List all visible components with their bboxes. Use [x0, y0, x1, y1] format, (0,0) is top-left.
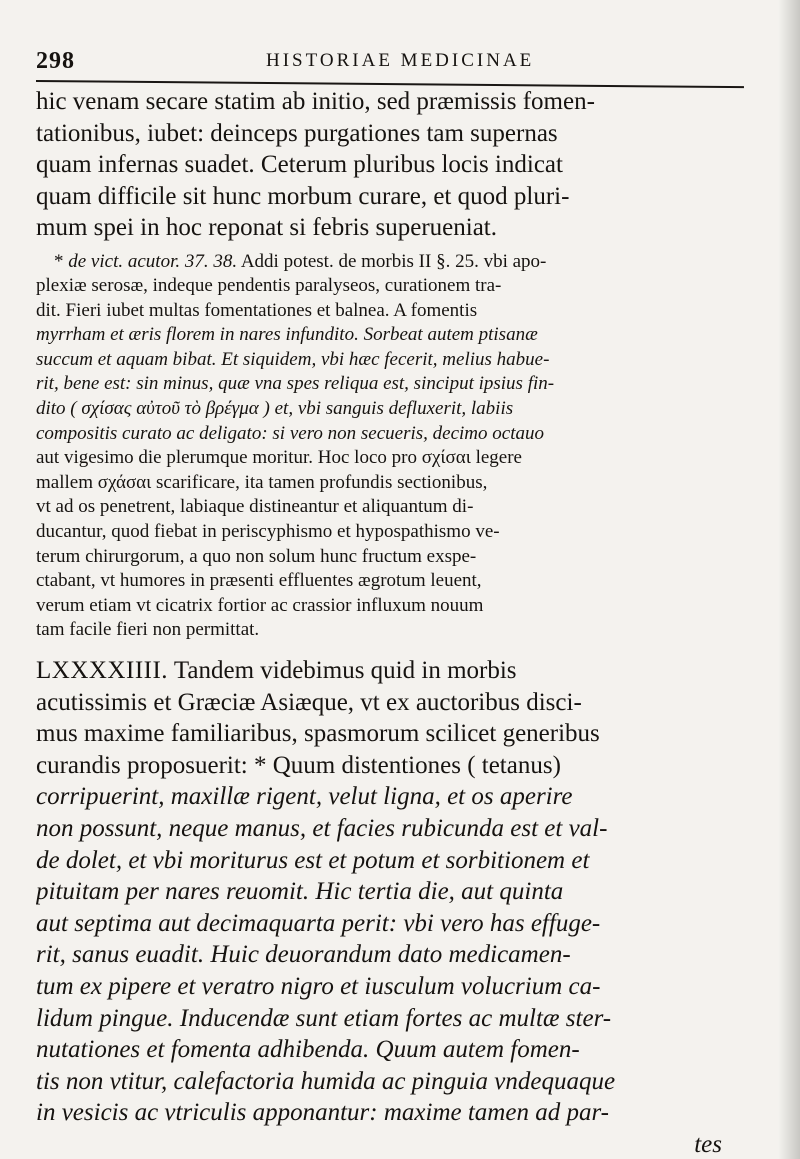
page-edge-shadow: [778, 0, 800, 1159]
footnote-line: myrrham et æris florem in nares infundito. Sorbeat autem ptisanæ: [36, 324, 538, 346]
footnote-line: verum etiam vt cicatrix fortior ac crassior influxum nouum: [36, 594, 484, 616]
footnote-line: compositis curato ac deligato: si vero non secueris, decimo octauo: [36, 422, 544, 444]
body-text: [36, 86, 766, 1159]
italic-quote-line: nutationes et fomenta adhibenda. Quum autem fomen-: [36, 1036, 580, 1064]
footnote-marker: *: [54, 250, 64, 272]
paragraph-continuation: [36, 86, 766, 244]
italic-quote-line: rit, sanus euadit. Huic deuorandum dato medicamen-: [36, 941, 571, 969]
text-line: quam difficile sit hunc morbum curare, et quod pluri-: [36, 182, 570, 210]
footnote-reference: de vict. acutor. 37. 38.: [68, 250, 238, 272]
footnote-line: ducantur, quod fiebat in periscyphismo et hypospathismo ve-: [36, 521, 500, 543]
footnote-line: tam facile fieri non permittat.: [36, 619, 260, 641]
text-line: hic venam secare statim ab initio, sed præmissis fomen-: [36, 88, 595, 115]
paragraph-section: [36, 655, 766, 1159]
footnote-line: dit. Fieri iubet multas fomentationes et balnea. A fomentis: [36, 299, 478, 321]
footnote: [36, 250, 766, 644]
catchword: tes: [694, 1130, 722, 1158]
italic-quote-line: corripuerint, maxillæ rigent, velut ligna, et os aperire: [36, 783, 573, 811]
footnote-line: dito ( σχίσας αὐτοῦ τὸ βρέγμα ) et, vbi sanguis defluxerit, labiis: [36, 398, 514, 420]
italic-quote-line: lidum pingue. Inducendæ sunt etiam fortes ac multæ ster-: [36, 1004, 612, 1032]
section-first-line: [36, 655, 766, 687]
italic-quote-line: tis non vtitur, calefactoria humida ac pinguia vndequaque: [36, 1067, 616, 1095]
footnote-line: succum et aquam bibat. Et siquidem, vbi hæc fecerit, melius habue-: [36, 348, 550, 370]
text-line: quam infernas suadet. Ceterum pluribus locis indicat: [36, 151, 563, 178]
page-number: 298: [36, 48, 75, 74]
page-header: [36, 48, 736, 76]
text-line: mus maxime familiaribus, spasmorum scilicet generibus: [36, 720, 600, 748]
text-line: mum spei in hoc reponat si febris superueniat.: [36, 214, 497, 241]
text-line: curandis proposuerit: * Quum distentiones ( tetanus): [36, 751, 561, 779]
text-line: acutissimis et Græciæ Asiæque, vt ex auctoribus disci-: [36, 688, 582, 716]
italic-quote-line: tum ex pipere et veratro nigro et iusculum volucrium ca-: [36, 972, 601, 1000]
footnote-line: rit, bene est: sin minus, quæ vna spes reliqua est, sinciput ipsius fin-: [36, 373, 555, 395]
italic-quote-line: aut septima aut decimaquarta perit: vbi vero has effuge-: [36, 909, 601, 937]
italic-quote-line: de dolet, et vbi moriturus est et potum et sorbitionem et: [36, 846, 590, 874]
italic-quote-line: non possunt, neque manus, et facies rubicunda est et val-: [36, 814, 608, 842]
footnote-first-line: [36, 250, 766, 275]
footnote-line: ctabant, vt humores in præsenti effluentes ægrotum leuent,: [36, 570, 482, 592]
footnote-line: mallem σχάσαι scarificare, ita tamen profundis sectionibus,: [36, 471, 488, 493]
italic-quote-line: in vesicis ac vtriculis apponantur: maxime tamen ad par-: [36, 1099, 610, 1127]
footnote-line: terum chirurgorum, a quo non solum hunc fructum exspe-: [36, 545, 477, 567]
footnote-line: vt ad os penetrent, labiaque distineantur et aliquantum di-: [36, 496, 474, 518]
running-title: HISTORIAE MEDICINAE: [266, 50, 535, 71]
footnote-line: plexiæ serosæ, indeque pendentis paralyseos, curationem tra-: [36, 275, 502, 297]
text-line: tationibus, iubet: deinceps purgationes tam supernas: [36, 119, 558, 147]
section-number: LXXXXIIII.: [36, 657, 169, 684]
footnote-line: aut vigesimo die plerumque moritur. Hoc loco pro σχίσαι legere: [36, 447, 522, 469]
italic-quote-line: pituitam per nares reuomit. Hic tertia die, aut quinta: [36, 878, 564, 906]
section-text: Tandem videbimus quid in morbis: [168, 657, 517, 684]
footnote-text: Addi potest. de morbis II §. 25. vbi apo-: [240, 250, 547, 272]
